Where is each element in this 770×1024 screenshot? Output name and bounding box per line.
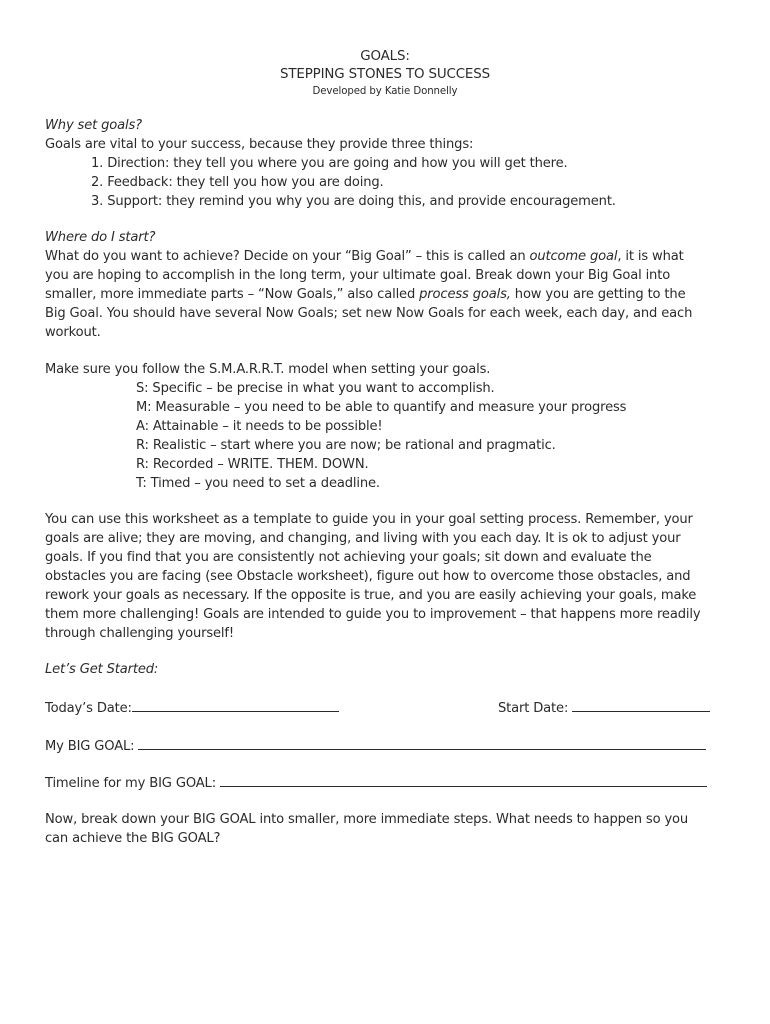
document-subtitle: STEPPING STONES TO SUCCESS <box>280 67 490 82</box>
smart-item-recorded: R: Recorded – WRITE. THEM. DOWN. <box>136 457 369 472</box>
where-heading: Where do I start? <box>45 230 156 245</box>
start-date-label: Start Date: <box>498 701 573 716</box>
start-date-field[interactable] <box>572 699 710 712</box>
todays-date-field[interactable] <box>132 699 339 712</box>
smart-item-specific: S: Specific – be precise in what you want to accomplish. <box>136 381 495 396</box>
why-intro: Goals are vital to your success, because they provide three things: <box>45 137 474 152</box>
document-title: GOALS: <box>360 49 410 64</box>
closing-paragraph-line: Now, break down your BIG GOAL into smaller, more immediate steps. What needs to happen so you <box>45 812 689 827</box>
worksheet-paragraph-line: through challenging yourself! <box>45 626 234 641</box>
worksheet-paragraph-line: obstacles you are facing (see Obstacle worksheet), figure out how to overcome those obstacles, and <box>45 569 691 584</box>
start-heading: Let’s Get Started: <box>45 662 159 677</box>
smart-item-attainable: A: Attainable – it needs to be possible! <box>136 419 383 434</box>
big-goal-field[interactable] <box>138 737 706 750</box>
smart-item-realistic: R: Realistic – start where you are now; be rational and pragmatic. <box>136 438 556 453</box>
timeline-label: Timeline for my BIG GOAL: <box>45 776 220 791</box>
document-author: Developed by Katie Donnelly <box>312 86 458 97</box>
big-goal-label: My BIG GOAL: <box>45 739 139 754</box>
smart-intro: Make sure you follow the S.M.A.R.R.T. model when setting your goals. <box>45 362 491 377</box>
smart-item-measurable: M: Measurable – you need to be able to quantify and measure your progress <box>136 400 627 415</box>
closing-paragraph-line: can achieve the BIG GOAL? <box>45 831 221 846</box>
why-item-direction: 1. Direction: they tell you where you are going and how you will get there. <box>91 156 568 171</box>
why-heading: Why set goals? <box>45 118 142 133</box>
big-goal-row <box>45 737 706 754</box>
smart-item-timed: T: Timed – you need to set a deadline. <box>136 476 380 491</box>
where-paragraph-line: smaller, more immediate parts – “Now Goals,” also called process goals, how you are getting to the <box>45 287 686 302</box>
worksheet-paragraph-line: rework your goals as necessary. If the opposite is true, and you are easily achieving your goals, make <box>45 588 697 603</box>
todays-date-label: Today’s Date: <box>45 701 132 716</box>
start-date-row <box>498 699 710 716</box>
where-paragraph-line: you are hoping to accomplish in the long term, your ultimate goal. Break down your Big Goal into <box>45 268 671 283</box>
timeline-row <box>45 774 707 791</box>
where-paragraph-line: What do you want to achieve? Decide on your “Big Goal” – this is called an outcome goal, it is what <box>45 249 684 264</box>
todays-date-row <box>45 699 339 716</box>
timeline-field[interactable] <box>220 774 707 787</box>
where-paragraph-line: Big Goal. You should have several Now Goals; set new Now Goals for each week, each day, and each <box>45 306 693 321</box>
why-item-support: 3. Support: they remind you why you are doing this, and provide encouragement. <box>91 194 616 209</box>
worksheet-paragraph-line: You can use this worksheet as a template to guide you in your goal setting process. Remember, your <box>45 512 693 527</box>
where-paragraph-line: workout. <box>45 325 101 340</box>
worksheet-paragraph-line: goals are alive; they are moving, and changing, and living with you each day. It is ok to adjust your <box>45 531 681 546</box>
worksheet-paragraph-line: them more challenging! Goals are intended to guide you to improvement – that happens more readily <box>45 607 701 622</box>
why-item-feedback: 2. Feedback: they tell you how you are doing. <box>91 175 384 190</box>
worksheet-paragraph-line: goals. If you find that you are consistently not achieving your goals; sit down and evaluate the <box>45 550 652 565</box>
